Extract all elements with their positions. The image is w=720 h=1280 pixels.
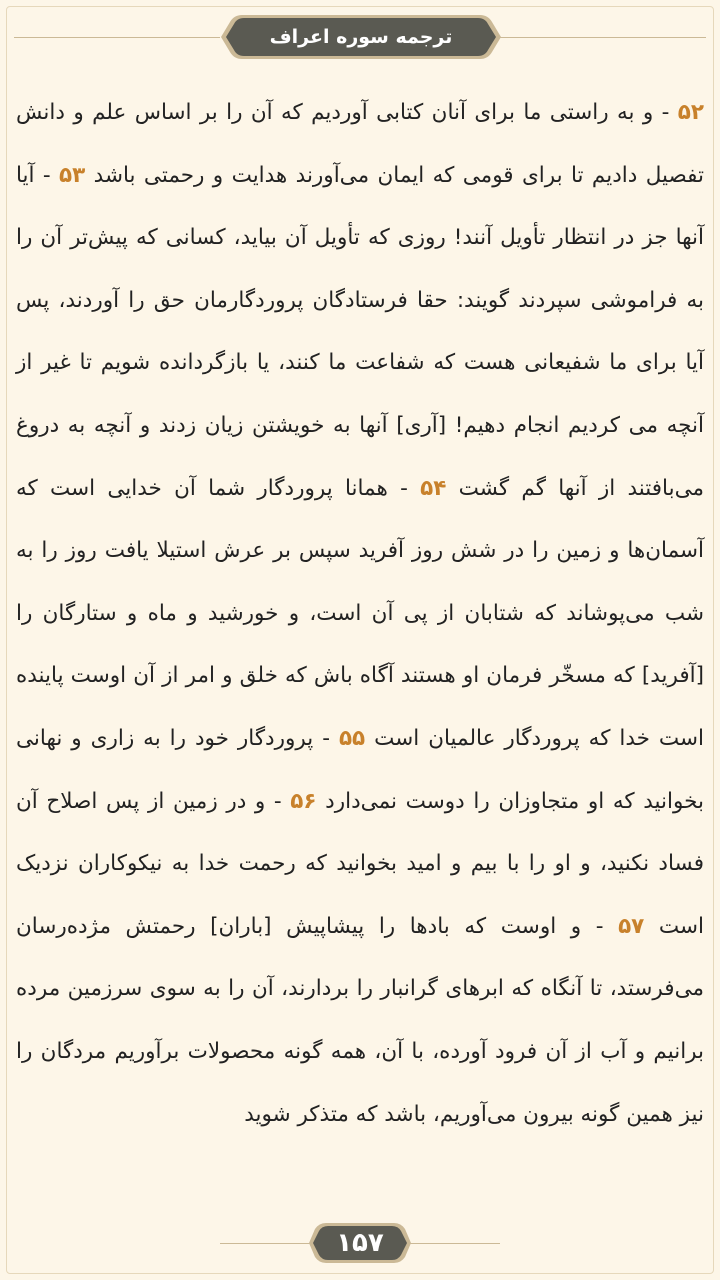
passage-line: همین گونه بیرون می‌آوریم، باشد که متذکر شوید — [244, 1101, 673, 1127]
passage-line: دانش تفصیل دادیم تا برای قومی که ایمان می‌آورند هدایت و — [16, 100, 705, 188]
verse-number: ۵۵ — [338, 725, 366, 751]
passage-line: فرستادگان پروردگارمان حق را آوردند، پس آیا برای ما شفیعانی — [16, 287, 704, 376]
translation-passage — [16, 82, 704, 1146]
page-number: ۱۵۷ — [336, 1228, 384, 1258]
passage-line: که آسمان‌ها و زمین را در شش روز آفرید سپس بر عرش استیلا یافت — [16, 475, 705, 564]
passage-line: روز را به شب می‌پوشاند که شتابان از پی آن است، و خورشید و ماه — [16, 538, 704, 626]
page-number-plate — [308, 1222, 412, 1264]
header-divider-left — [14, 37, 220, 38]
passage-line: نمی‌دارد ۵۶ - و در زمین از پس اصلاح آن فساد نکنید، و او را با بیم و — [16, 788, 705, 877]
verse-number: ۵۴ — [420, 475, 447, 501]
passage-line: ۵۲ - و به راستی ما برای آنان کتابی آوردیم که آن را بر اساس علم و — [64, 100, 704, 125]
verse-number: ۵۷ — [618, 913, 645, 939]
passage-line: ۵۵ - پروردگار خود را به زاری و نهانی بخوانید که او متجاوزان را دوست — [16, 725, 704, 814]
passage-line: رحمتی باشد ۵۳ - آیا آنها جز در انتظار تأویل آنند! روزی که تأویل آن — [16, 162, 704, 251]
passage-line: که ابرهای گرانبار را بردارند، آن را به سوی سرزمین مرده برانیم و آب از — [16, 976, 705, 1064]
title-plate — [220, 14, 502, 60]
passage-line: هست که شفاعت ما کنند، یا بازگردانده شویم تا غیر از آنچه می — [16, 350, 705, 438]
passage-line: امر از آن اوست پاینده است خدا که پروردگار عالمیان است — [16, 663, 704, 751]
passage-line: امید بخوانید که رحمت خدا به نیکوکاران نزدیک است ۵۷ - و اوست — [16, 851, 704, 939]
passage-line: که بادها را پیشاپیش [باران] رحمتش مژده‌رسان می‌فرستد، تا آنگاه — [16, 913, 704, 1002]
passage-line: کردیم انجام دهیم! [آری] آنها به خویشتن زیان زدند و آنچه به دروغ — [16, 412, 620, 438]
passage-line: و ستارگان را [آفرید] که مسخّر فرمان او هستند آگاه باش که خلق و — [16, 600, 704, 689]
passage-line: می‌بافتند از آنها گم گشت ۵۴ - همانا پروردگار شما آن خدایی است — [37, 475, 705, 501]
verse-number: ۵۶ — [290, 788, 317, 814]
verse-number: ۵۲ — [677, 100, 704, 125]
verse-number: ۵۳ — [59, 162, 86, 188]
passage-line: بیاید، کسانی که پیش‌تر آن را به فراموشی سپردند گویند: حقا — [16, 225, 704, 313]
header-divider-right — [500, 37, 706, 38]
footer-divider-right — [408, 1243, 500, 1244]
passage-line: آن فرود آورده، با آن، همه گونه محصولات برآوریم مردگان را نیز — [16, 1038, 704, 1127]
page-title: ترجمه سوره اعراف — [269, 26, 453, 48]
footer-divider-left — [220, 1243, 312, 1244]
